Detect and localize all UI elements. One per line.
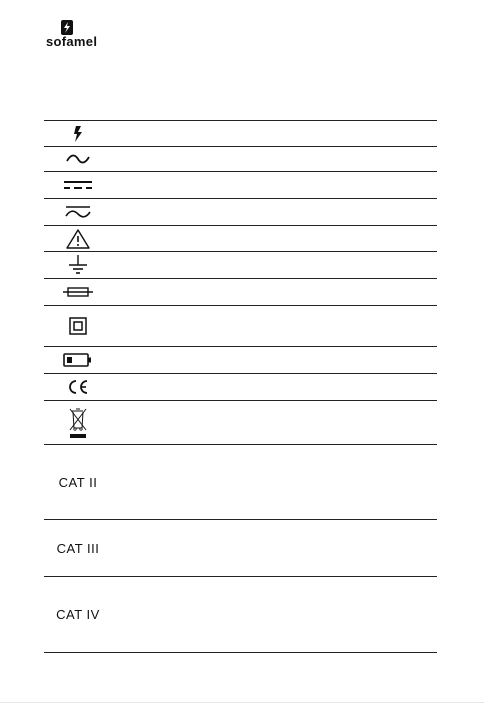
table-row	[44, 373, 437, 400]
table-row	[44, 146, 437, 171]
brand-logo	[46, 20, 110, 50]
table-row	[44, 576, 437, 653]
cat-iii-label: CAT III	[56, 540, 100, 556]
table-row	[44, 251, 437, 278]
page-edge-line	[0, 702, 484, 703]
ac-icon	[66, 153, 90, 165]
weee-bin-icon	[68, 407, 88, 439]
table-row	[44, 305, 437, 346]
ground-icon	[67, 254, 89, 276]
table-row	[44, 278, 437, 305]
fuse-icon	[62, 286, 94, 298]
table-row	[44, 519, 437, 576]
double-insulation-icon	[69, 317, 87, 335]
table-row	[44, 198, 437, 225]
ac-dc-icon	[65, 205, 91, 219]
low-battery-icon	[63, 352, 93, 368]
table-row	[44, 225, 437, 251]
symbols-table	[44, 120, 437, 653]
warning-icon	[66, 229, 90, 249]
table-row	[44, 171, 437, 198]
table-row	[44, 120, 437, 146]
dc-icon	[63, 179, 93, 191]
table-row	[44, 444, 437, 519]
cat-ii-label: CAT II	[58, 474, 98, 490]
cat-iv-label: CAT IV	[56, 607, 100, 622]
table-row	[44, 400, 437, 444]
lightning-icon	[72, 125, 84, 143]
table-row	[44, 346, 437, 373]
brand-name: sofamel	[46, 34, 98, 49]
ce-mark-icon	[66, 379, 90, 395]
